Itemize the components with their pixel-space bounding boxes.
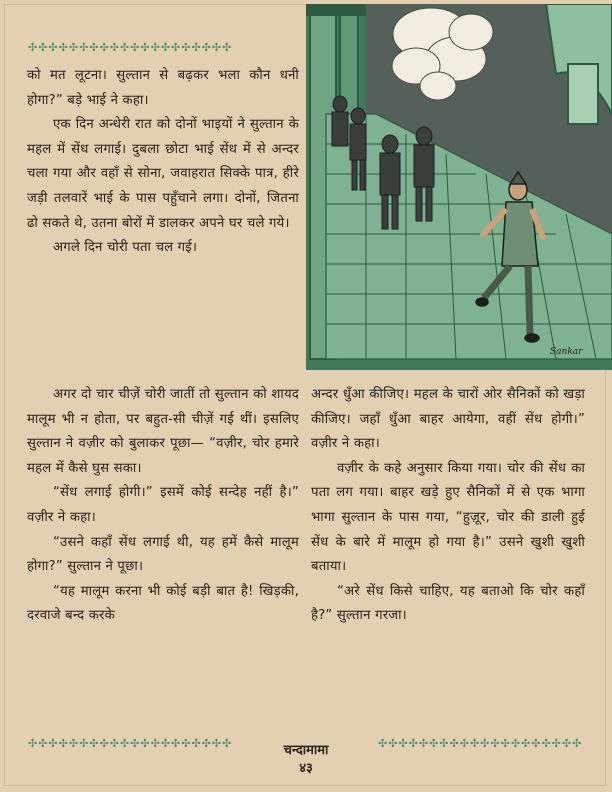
paragraph: “अरे सेंध किसे चाहिए, यह बताओ कि चोर कहाँ है?” सुल्तान गरजा। (311, 583, 585, 624)
story-illustration (306, 4, 612, 370)
magazine-title: चन्दामामा (283, 743, 329, 758)
paragraph: एक दिन अन्धेरी रात को दोनों भाइयों ने सुल्तान के महल में सेंध लगाई। दुबला छोटा भाई सेंध में से अन्दर चला गया और वहाँ से सोना, जवाहरात सिक्के पात्र, हीरे जड़ी तलवारें भाई के पास पहुँचाने लगा। दोनों, जितना ढो सकते थे, उतना बोरों में डालकर अपने घर चले गये। (27, 117, 299, 231)
page-number: ४३ (299, 761, 313, 776)
footer-ornament-right: ✣✣✣✣✣✣✣✣✣✣✣✣✣✣✣✣✣✣✣✣ (378, 737, 583, 750)
left-column-top (27, 64, 299, 261)
illustration-art (306, 4, 612, 370)
paragraph: अगर दो चार चीज़ें चोरी जातीं तो सुल्तान को शायद मालूम भी न होता, पर बहुत-सी चीज़ें गई थीं। इसलिए सुल्तान ने वज़ीर को बुलाकर पूछा— “वज़ीर, चोर हमारे महल में कैसे घुस सका। (27, 387, 299, 476)
paragraph: “यह मालूम करना भी कोई बड़ी बात है! खिड़की, दरवाजे बन्द करके (27, 583, 299, 624)
footer-ornament-left: ✣✣✣✣✣✣✣✣✣✣✣✣✣✣✣✣✣✣✣✣ (28, 737, 233, 750)
paragraph: को मत लूटना। सुल्तान से बढ़कर भला कौन धनी होगा?” बड़े भाई ने कहा। (27, 68, 299, 108)
right-column (311, 383, 585, 629)
left-column-bottom (27, 383, 299, 629)
top-ornament-band: ✣✣✣✣✣✣✣✣✣✣✣✣✣✣✣✣✣✣✣✣ (28, 41, 233, 54)
paragraph: वज़ीर के कहे अनुसार किया गया। चोर की सेंध का पता लग गया। बाहर खड़े हुए सैनिकों में से एक भागा भागा सुल्तान के पास गया, “हुज़ूर, चोर की डाली हुई सेंध के बारे में मालूम हो गया है।” उसने खुशी खुशी बताया। (311, 460, 585, 575)
paragraph: “सेंध लगाई होगी।” इसमें कोई सन्देह नहीं है।” वज़ीर ने कहा। (27, 485, 299, 525)
paragraph: “उसने कहाँ सेंध लगाई थी, यह हमें कैसे मालूम होगा?” सुल्तान ने पूछा। (27, 534, 299, 575)
artist-signature: Sankar (550, 347, 583, 357)
paragraph: अगले दिन चोरी पता चल गई। (53, 240, 198, 256)
paragraph: अन्दर धुँआ कीजिए। महल के चारों ओर सैनिकों को खड़ा कीजिए। जहाँ धुँआ बाहर आयेगा, वहीं सेंध होगी।” वज़ीर ने कहा। (311, 387, 585, 452)
